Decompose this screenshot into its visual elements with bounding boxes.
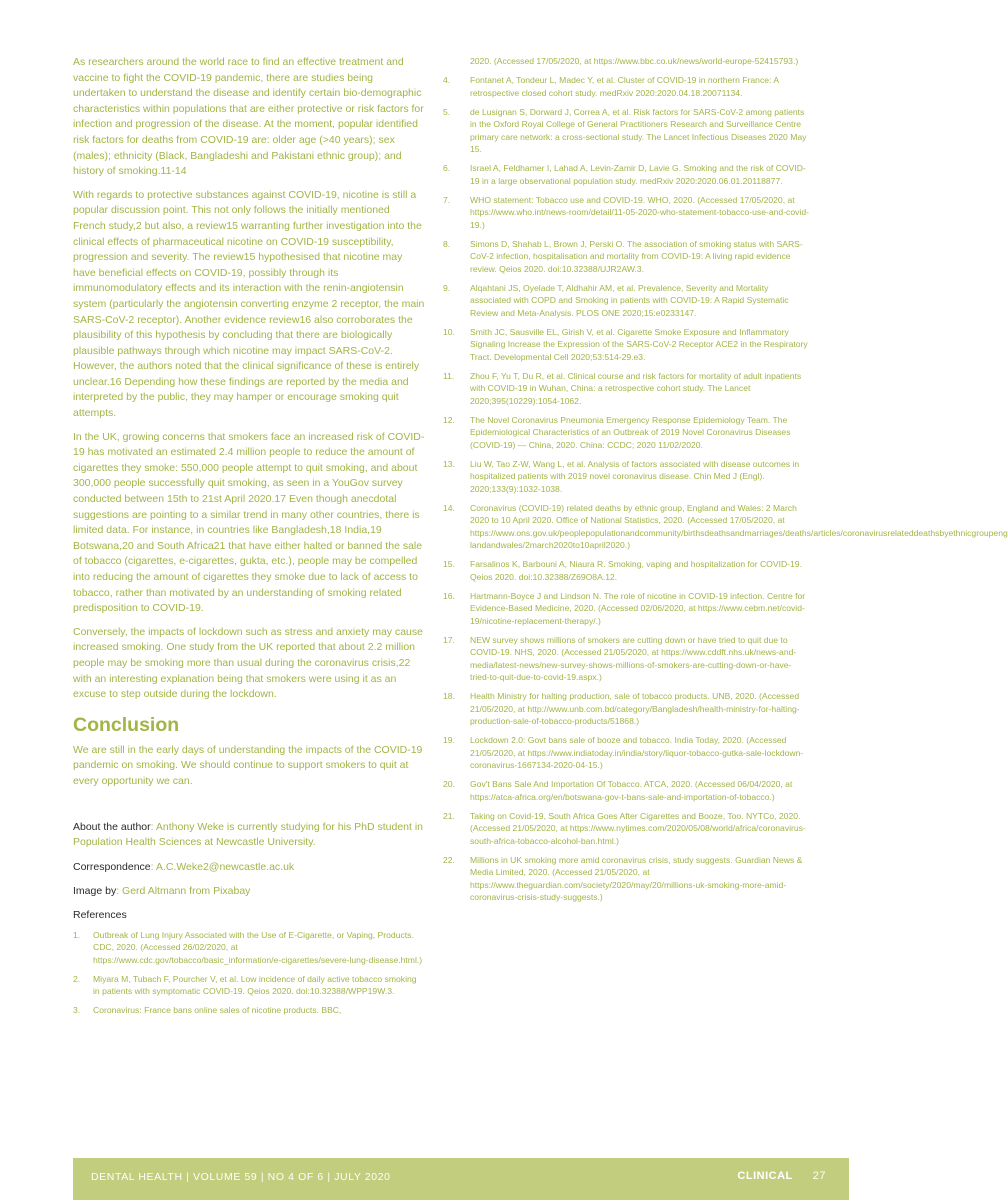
reference-number: 18.	[443, 691, 455, 702]
section-label: CLINICAL	[737, 1170, 793, 1182]
reference-item	[443, 854, 809, 904]
reference-item	[443, 326, 809, 363]
references-heading: References	[73, 908, 127, 921]
reference-text: Simons D, Shahab L, Brown J, Perski O. The association of smoking status with SARS-CoV-2 infection, hospitalisation and mortality from COVID-19: A living rapid evidence review. Qeios 2020. doi:10.32388/UJR2AW.3.	[470, 238, 803, 274]
reference-item	[73, 929, 425, 966]
reference-number: 9.	[443, 282, 451, 293]
body-paragraph: In the UK, growing concerns that smokers face an increased risk of COVID-19 has motivated an estimated 2.4 million people to reduce the amount of cigarettes they smoke: 550,000 people attempt to quit smoking, and about 300,000 people successfully quit smoking, as seen in a YouGov survey conducted between 15th to 21st April 2020.17 Even though anecdotal suggestions are pointing to a similar trend in many other countries, there is limited data. For instance, in countries like Bangladesh,18 India,19 Botswana,20 and South Africa21 that have either halted or banned the sale of tobacco (cigarettes, e-cigarettes, gukta, etc.), people may be compelled into reducing the amount of cigarettes they smoke due to lack of access to tobacco, rather than motivated by an understanding of smoking related predisposition to COVID-19.	[73, 430, 425, 615]
reference-text: Miyara M, Tubach F, Pourcher V, et al. Low incidence of daily active tobacco smoking in patients with symptomatic COVID-19. Qeios 2020. doi:10.32388/WPP19W.3.	[93, 973, 417, 997]
reference-number: 5.	[443, 106, 451, 117]
reference-number: 3.	[73, 1004, 81, 1015]
image-credit-label: Image by	[73, 885, 117, 898]
about-author	[73, 820, 425, 851]
reference-number: 17.	[443, 635, 455, 645]
reference-number: 7.	[443, 194, 451, 205]
conclusion-heading: Conclusion	[73, 713, 180, 736]
reference-number: 20.	[443, 779, 455, 790]
section-page	[737, 1170, 826, 1182]
journal-info: DENTAL HEALTH | VOLUME 59 | NO 4 OF 6 | JULY 2020	[91, 1171, 391, 1183]
reference-item	[73, 1004, 425, 1016]
reference-item	[443, 238, 809, 275]
reference-continuation: 2020. (Accessed 17/05/2020, at https://www.bbc.co.uk/news/world-europe-52415793.)	[470, 56, 799, 66]
reference-item	[443, 590, 809, 627]
reference-item	[443, 194, 809, 231]
correspondence-label: Correspondence	[73, 860, 151, 873]
correspondence-email[interactable]: : A.C.Weke2@newcastle.ac.uk	[150, 860, 295, 873]
reference-number: 4.	[443, 75, 451, 86]
reference-item	[443, 778, 809, 803]
reference-item	[443, 282, 809, 319]
reference-number: 11.	[443, 370, 455, 381]
conclusion-paragraph: We are still in the early days of understanding the impacts of the COVID-19 pandemic on smoking. We should continue to support smokers to quit at every opportunity we can.	[73, 743, 423, 787]
reference-text: Israel A, Feldhamer I, Lahad A, Levin-Zamir D, Lavie G. Smoking and the risk of COVID-19 in a large observational population study. medRxiv 2020:2020.06.01.20118877.	[470, 163, 806, 186]
about-author-label: About the author	[73, 820, 151, 833]
reference-text: Gov't Bans Sale And Importation Of Tobacco. ATCA, 2020. (Accessed 06/04/2020, at https://atca-africa.org/en/botswana-gov-t-bans-sale-and-importation-of-tobacco.)	[470, 779, 793, 802]
reference-number: 21.	[443, 811, 455, 822]
reference-text: NEW survey shows millions of smokers are cutting down or have tried to quit due to COVID-19. NHS, 2020. (Accessed 21/05/2020, at https://www.cddft.nhs.uk/news-and-media/latest-news/new-survey-shows-millions-of-smokers-are-cutting-down-or-have-tried-to-quit-due-to-covid-19.aspx.)	[470, 635, 797, 683]
reference-number: 1.	[73, 929, 81, 940]
image-credit-text: : Gerd Altmann from Pixabay	[116, 885, 251, 898]
reference-text: Liu W, Tao Z-W, Wang L, et al. Analysis of factors associated with disease outcomes in hospitalized patients with 2019 novel coronavirus disease. Chin Med J (Engl). 2020;133(9):1032-1038.	[470, 458, 800, 494]
reference-item	[443, 370, 809, 407]
reference-number: 19.	[443, 735, 455, 746]
reference-item	[443, 106, 809, 156]
about-author-text: : Anthony Weke is currently studying for his PhD student in Population Health Sciences at Newcastle University.	[73, 820, 424, 849]
reference-text: Coronavirus: France bans online sales of nicotine products. BBC,	[93, 1004, 342, 1015]
reference-item	[443, 74, 809, 99]
page-footer	[73, 1158, 849, 1200]
reference-text: Coronavirus (COVID-19) related deaths by ethnic group, England and Wales: 2 March 2020 to 10 April 2020. Office of National Statistics, 2020. (Accessed 17/05/2020, at https://www.ons.gov.uk/peoplepopulationandcommunity/birthsdeathsandmarriages/deaths/articles/coronavirusrelateddeathsbyethnicgroupeng landandwales/2march2020to10april2020.)	[470, 502, 1008, 551]
reference-number: 8.	[443, 238, 451, 249]
reference-number: 12.	[443, 414, 455, 425]
reference-text: de Lusignan S, Dorward J, Correa A, et al. Risk factors for SARS-CoV-2 among patients in the Oxford Royal College of General Practitioners Research and Surveillance Centre primary care network: a cross-sectional study. The Lancet Infectious Diseases 2020 May 15.	[470, 106, 807, 155]
reference-item	[443, 734, 809, 771]
reference-text: Health Ministry for halting production, sale of tobacco products. UNB, 2020. (Accessed 21/05/2020, at http://www.unb.com.bd/category/Bangladesh/health-ministry-for-halting-production-sale-of-tobacco-products/51868.)	[470, 691, 800, 727]
reference-number: 13.	[443, 458, 455, 469]
reference-item	[73, 973, 425, 998]
reference-item	[443, 810, 809, 847]
body-paragraph: As researchers around the world race to find an effective treatment and vaccine to fight the COVID-19 pandemic, there are studies being undertaken to understand the disease and identify certain bio-demographic characteristics within populations that are either protective or risk factors for infection and progression of the disease. At the moment, popular identified risk factors for deaths from COVID-19 are: older age (>40 years); sex (males); ethnicity (Black, Bangladeshi and Pakistani ethnic group); and history of smoking.11-14	[73, 56, 424, 178]
reference-text: Lockdown 2.0: Govt bans sale of booze and tobacco. India Today, 2020. (Accessed 21/05/2020, at https://www.indiatoday.in/india/story/liquor-tobacco-gutka-sale-lockdown-coronavirus-1667134-2020-04-15.)	[470, 735, 804, 771]
left-column	[73, 0, 425, 1023]
reference-text: Millions in UK smoking more amid coronavirus crisis, study suggests. Guardian News & Media Limited, 2020. (Accessed 21/05/2020, at https://www.theguardian.com/society/2020/may/20/millions-uk-smoking-more-amid-coronavirus-crisis-study-suggests.)	[470, 855, 803, 903]
reference-number: 22.	[443, 855, 455, 866]
body-paragraph: With regards to protective substances against COVID-19, nicotine is still a popular discussion point. This not only follows the initially mentioned French study,2 but also, a review15 warranting further investigation into the clinical effects of pharmaceutical nicotine on COVID-19 susceptibility, progression and severity. The review15 hypothesised that nicotine may have beneficial effects on COVID-19, possibly through its immunomodulatory effects and its interaction with the renin-angiotensin system (particularly the angiotensin converting enzyme 2 receptor, the main SARS-CoV-2 receptor). Another evidence review16 also corroborates the plausibility of this hypothesis by concluding that there are biologically plausible pathways through which nicotine may impact SARS-CoV-2. However, the authors noted that the clinical significance of these is entirely unclear.16 Depending how these findings are reported by the media and interpreted by the public, they may hamper or encourage smoking quit attempts.	[73, 188, 425, 420]
reference-number: 10.	[443, 326, 455, 337]
reference-number: 2.	[73, 973, 81, 984]
reference-item	[443, 458, 809, 495]
reference-text: Hartmann-Boyce J and Lindson N. The role of nicotine in COVID-19 infection. Centre for Evidence-Based Medicine, 2020. (Accessed 02/06/2020, at https://www.cebm.net/covid-19/nicotine-replacement-therapy/.)	[470, 590, 806, 626]
reference-item	[443, 162, 809, 187]
reference-number: 15.	[443, 559, 455, 570]
reference-item	[443, 690, 809, 727]
reference-text: WHO statement: Tobacco use and COVID-19. WHO, 2020. (Accessed 17/05/2020, at https://www.who.int/news-room/detail/11-05-2020-who-statement-tobacco-use-and-covid-19.)	[470, 194, 809, 230]
body-paragraph: Conversely, the impacts of lockdown such as stress and anxiety may cause increased smoking. One study from the UK reported that about 2.2 million people may be smoking more than usual during the coronavirus crisis,22 with an interesting explanation being that smokers were using it as an excuse to step outside during the lockdown.	[73, 625, 423, 701]
right-column	[443, 0, 1008, 911]
reference-text: Alqahtani JS, Oyelade T, Aldhahir AM, et al. Prevalence, Severity and Mortality associated with COPD and Smoking in patients with COVID-19: A Rapid Systematic Review and Meta-Analysis. PLOS ONE 2020;15:e0233147.	[470, 282, 789, 318]
correspondence	[73, 860, 425, 876]
reference-item	[443, 502, 1008, 552]
reference-list-right	[443, 74, 1008, 904]
reference-text: Smith JC, Sausville EL, Girish V, et al. Cigarette Smoke Exposure and Inflammatory Signaling Increase the Expression of the SARS-CoV-2 Receptor ACE2 in the Respiratory Tract. Developmental Cell 2020;53:514-29.e3.	[470, 326, 808, 362]
reference-item	[443, 414, 809, 451]
reference-text: Outbreak of Lung Injury Associated with the Use of E-Cigarette, or Vaping, Products. CDC, 2020. (Accessed 26/02/2020, at https://www.cdc.gov/tobacco/basic_information/e-cigarettes/severe-lung-disease.html.)	[93, 929, 423, 965]
reference-text: Zhou F, Yu T, Du R, et al. Clinical course and risk factors for mortality of adult inpatients with COVID-19 in Wuhan, China: a retrospective cohort study. The Lancet 2020;395(10229):1054-1062.	[470, 370, 802, 406]
reference-number: 6.	[443, 163, 451, 174]
reference-text: Taking on Covid-19, South Africa Goes After Cigarettes and Booze, Too. NYTCo, 2020. (Accessed 21/05/2020, at https://www.nytimes.com/2020/05/08/world/africa/coronavirus-south-africa-tobacco-alcohol-ban.html.)	[470, 811, 806, 846]
reference-item	[443, 558, 809, 583]
reference-number: 14.	[443, 502, 455, 513]
reference-text: Fontanet A, Tondeur L, Madec Y, et al. Cluster of COVID-19 in northern France: A retrospective closed cohort study. medRxiv 2020:2020.04.18.20071134.	[470, 75, 779, 98]
reference-number: 16.	[443, 590, 455, 601]
reference-list-left	[73, 929, 425, 1016]
reference-item	[443, 634, 809, 684]
reference-text: The Novel Coronavirus Pneumonia Emergency Response Epidemiology Team. The Epidemiological Characteristics of an Outbreak of 2019 Novel Coronavirus Diseases (COVID-19) — China, 2020. China: CCDC; 2020 11/02/2020.	[470, 414, 791, 450]
image-credit	[73, 884, 425, 900]
page-number: 27	[812, 1170, 826, 1182]
reference-text: Farsalinos K, Barbouni A, Niaura R. Smoking, vaping and hospitalization for COVID-19. Qeios 2020. doi:10.32388/Z69O8A.12.	[470, 559, 802, 582]
